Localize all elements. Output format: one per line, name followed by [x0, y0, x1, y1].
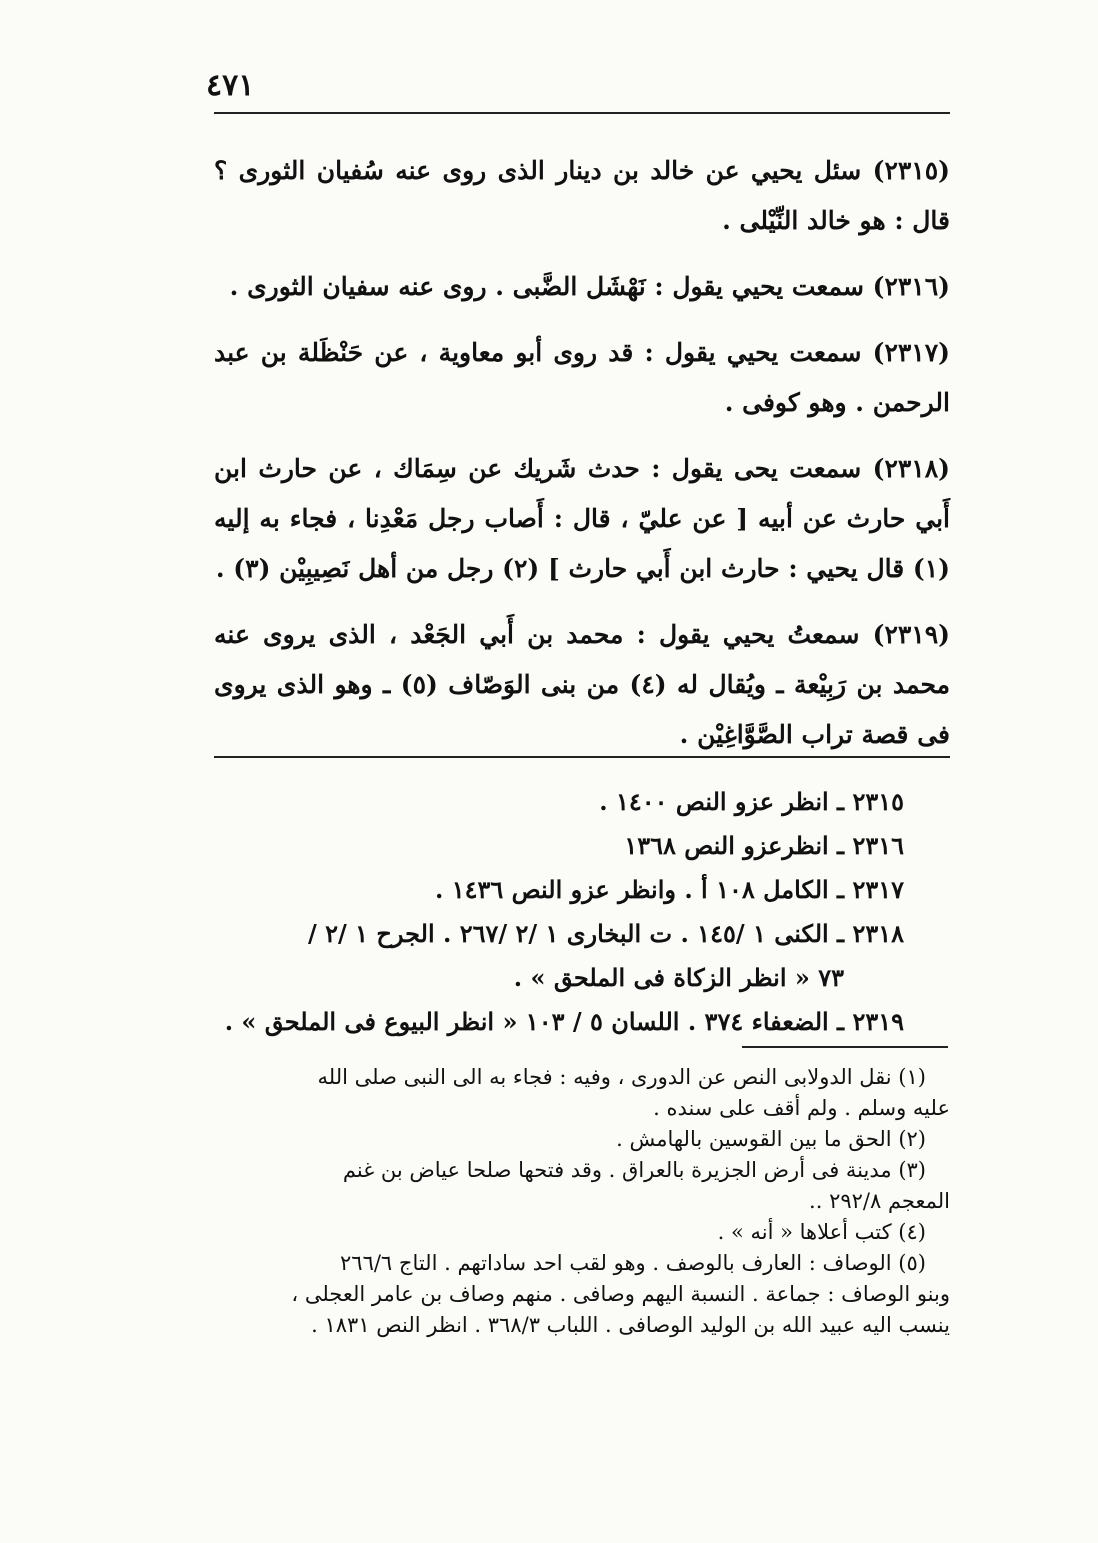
note-continuation: ٧٣ « انظر الزكاة فى الملحق » .: [513, 963, 844, 992]
main-entries: [214, 146, 950, 760]
footnote-3: [214, 1155, 950, 1217]
footnotes-separator: [742, 1046, 948, 1048]
note-text: ٢٣١٧ ـ الكامل ١٠٨ أ . وانظر عزو النص ١٤٣٦ .: [434, 875, 904, 904]
footnote-line: عليه وسلم . ولم أقف على سنده .: [653, 1096, 950, 1120]
footnote-line: (٤) كتب أعلاها « أنه » .: [717, 1220, 926, 1244]
notes-separator: [214, 756, 950, 758]
note-2315: [214, 780, 904, 824]
footnote-line: (١) نقل الدولابى النص عن الدورى ، وفيه : فجاء به الى النبى صلى الله: [317, 1065, 926, 1089]
note-2316: [214, 824, 904, 868]
footnote-1: [214, 1062, 950, 1124]
header-rule: [214, 112, 950, 114]
note-text: ٢٣١٩ ـ الضعفاء ٣٧٤ . اللسان ٥ / ١٠٣ « انظر البيوع فى الملحق » .: [224, 1007, 904, 1036]
footnote-5: [214, 1248, 950, 1341]
entry-2315: (٢٣١٥) سئل يحيي عن خالد بن دينار الذى روى عنه سُفيان الثورى ؟ قال : هو خالد النِّيْلى .: [214, 156, 950, 235]
footnote-line: ينسب اليه عبيد الله بن الوليد الوصافى . اللباب ٣٦٨/٣ . انظر النص ١٨٣١ .: [311, 1313, 950, 1337]
entry-2318: (٢٣١٨) سمعت يحى يقول : حدث شَريك عن سِمَاك ، عن حارث ابن أَبي حارث عن أبيه [ عن عليّ ، قال : أَصاب رجل مَعْدِنا ، فجاء به إليه (١) قال يحيي : حارث ابن أَبي حارث ] (٢) رجل من أهل نَصِيبِيْن (٣) .: [214, 454, 950, 583]
note-text: ٢٣١٨ ـ الكنى ١ /١٤٥ . ت البخارى ١ /٢ /٢٦٧ . الجرح ١ /٢ /: [308, 919, 904, 948]
footnotes: [214, 1062, 950, 1341]
footnote-line: (٣) مدينة فى أرض الجزيرة بالعراق . وقد فتحها صلحا عياض بن غنم: [342, 1158, 926, 1182]
footnote-2: [214, 1124, 950, 1155]
footnote-line: المعجم ٢٩٢/٨ ..: [809, 1189, 950, 1213]
entry-2317: (٢٣١٧) سمعت يحيي يقول : قد روى أبو معاوية ، عن حَنْظَلة بن عبد الرحمن . وهو كوفى .: [214, 338, 950, 417]
note-2319: [214, 1000, 904, 1044]
entry-2319: (٢٣١٩) سمعتُ يحيي يقول : محمد بن أَبي الجَعْد ، الذى يروى عنه محمد بن رَبِيْعة ـ ويُقال له (٤) من بنى الوَصّاف (٥) ـ وهو الذى يروى فى قصة تراب الصَّوَّاغِيْن .: [214, 620, 950, 749]
footnote-line: (٥) الوصاف : العارف بالوصف . وهو لقب احد ساداتهم . التاج ٢٦٦/٦: [340, 1251, 926, 1275]
footnote-line: وبنو الوصاف : جماعة . النسبة اليهم وصافى . منهم وصاف بن عامر العجلى ،: [291, 1282, 950, 1306]
note-text: ٢٣١٥ ـ انظر عزو النص ١٤٠٠ .: [599, 787, 904, 816]
footnote-line: (٢) الحق ما بين القوسين بالهامش .: [616, 1127, 926, 1151]
reference-notes: [214, 780, 904, 1044]
footnote-4: [214, 1217, 950, 1248]
note-2317: [214, 868, 904, 912]
page-number: ٤٧١: [206, 68, 255, 103]
entry-2316: (٢٣١٦) سمعت يحيي يقول : نَهْشَل الضَّبى . روى عنه سفيان الثورى .: [229, 272, 950, 301]
note-text: ٢٣١٦ ـ انظرعزو النص ١٣٦٨: [624, 831, 904, 860]
note-2318: [214, 912, 904, 1000]
